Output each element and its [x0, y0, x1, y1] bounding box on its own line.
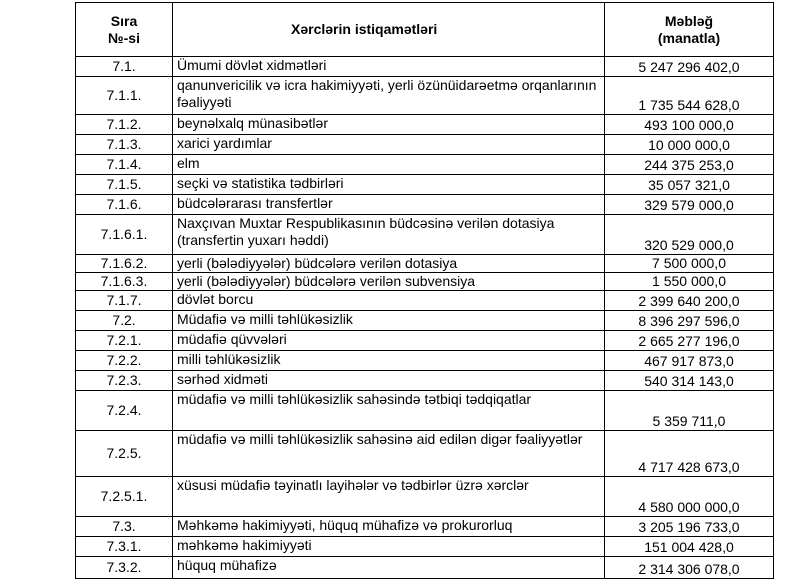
row-number: 7.1.6.3.	[76, 273, 173, 291]
row-amount: 2 314 306 078,0	[605, 557, 774, 579]
row-direction: xüsusi müdafiə təyinatlı layihələr və tədbirlər üzrə xərclər	[173, 477, 605, 517]
row-direction: müdafiə və milli təhlükəsizlik sahəsinə aid edilən digər fəaliyyətlər	[173, 431, 605, 477]
row-direction: müdafiə və milli təhlükəsizlik sahəsində tətbiqi tədqiqatlar	[173, 391, 605, 431]
row-number: 7.2.	[76, 311, 173, 331]
table-row	[76, 215, 774, 255]
header-number-line1: Sıra	[110, 12, 138, 29]
table-row	[76, 155, 774, 175]
expenditure-table	[75, 2, 774, 579]
row-direction: yerli (bələdiyyələr) büdcələrə verilən dotasiya	[173, 255, 605, 273]
row-amount: 10 000 000,0	[605, 135, 774, 155]
table-row	[76, 273, 774, 291]
row-amount: 1 735 544 628,0	[605, 77, 774, 115]
row-direction: Müdafiə və milli təhlükəsizlik	[173, 311, 605, 331]
header-amount	[605, 3, 774, 57]
table-row	[76, 431, 774, 477]
table-row	[76, 477, 774, 517]
header-number	[76, 3, 173, 57]
table-row	[76, 331, 774, 351]
table-row	[76, 77, 774, 115]
row-direction: elm	[173, 155, 605, 175]
row-amount: 244 375 253,0	[605, 155, 774, 175]
table-row	[76, 57, 774, 77]
table-body	[76, 57, 774, 579]
table-row	[76, 255, 774, 273]
table-row	[76, 195, 774, 215]
row-number: 7.1.3.	[76, 135, 173, 155]
row-direction: Məhkəmə hakimiyyəti, hüquq mühafizə və prokurorluq	[173, 517, 605, 537]
table-row	[76, 371, 774, 391]
row-direction: seçki və statistika tədbirləri	[173, 175, 605, 195]
row-direction: yerli (bələdiyyələr) büdcələrə verilən subvensiya	[173, 273, 605, 291]
row-number: 7.2.5.1.	[76, 477, 173, 517]
row-direction: Ümumi dövlət xidmətləri	[173, 57, 605, 77]
row-number: 7.1.6.1.	[76, 215, 173, 255]
row-number: 7.1.6.2.	[76, 255, 173, 273]
row-direction: büdcələrarası transfertlər	[173, 195, 605, 215]
table-row	[76, 557, 774, 579]
row-number: 7.1.5.	[76, 175, 173, 195]
row-direction: qanunvericilik və icra hakimiyyəti, yerli özünüidarəetmə orqanlarının fəaliyyəti	[173, 77, 605, 115]
row-direction: beynəlxalq münasibətlər	[173, 115, 605, 135]
table-row	[76, 537, 774, 557]
row-amount: 7 500 000,0	[605, 255, 774, 273]
row-number: 7.1.4.	[76, 155, 173, 175]
table-row	[76, 135, 774, 155]
row-direction: dövlət borcu	[173, 291, 605, 311]
row-amount: 3 205 196 733,0	[605, 517, 774, 537]
row-amount: 467 917 873,0	[605, 351, 774, 371]
row-amount: 493 100 000,0	[605, 115, 774, 135]
row-amount: 2 399 640 200,0	[605, 291, 774, 311]
header-amount-line2: (manatla)	[657, 29, 721, 46]
row-amount: 1 550 000,0	[605, 273, 774, 291]
row-direction: milli təhlükəsizlik	[173, 351, 605, 371]
row-amount: 35 057 321,0	[605, 175, 774, 195]
row-direction: müdafiə qüvvələri	[173, 331, 605, 351]
table-row	[76, 351, 774, 371]
row-number: 7.1.	[76, 57, 173, 77]
row-number: 7.1.2.	[76, 115, 173, 135]
row-amount: 320 529 000,0	[605, 215, 774, 255]
table-row	[76, 291, 774, 311]
row-amount: 5 247 296 402,0	[605, 57, 774, 77]
row-amount: 540 314 143,0	[605, 371, 774, 391]
row-number: 7.1.7.	[76, 291, 173, 311]
table-row	[76, 311, 774, 331]
row-number: 7.3.	[76, 517, 173, 537]
row-direction: məhkəmə hakimiyyəti	[173, 537, 605, 557]
row-number: 7.3.1.	[76, 537, 173, 557]
table-header-row	[76, 3, 774, 57]
row-number: 7.2.5.	[76, 431, 173, 477]
row-number: 7.1.6.	[76, 195, 173, 215]
row-number: 7.3.2.	[76, 557, 173, 579]
row-amount: 8 396 297 596,0	[605, 311, 774, 331]
row-amount: 5 359 711,0	[605, 391, 774, 431]
row-direction: hüquq mühafizə	[173, 557, 605, 579]
row-direction: xarici yardımlar	[173, 135, 605, 155]
header-amount-line1: Məbləğ	[664, 12, 714, 29]
row-direction: Naxçıvan Muxtar Respublikasının büdcəsinə verilən dotasiya (transfertin yuxarı həddi)	[173, 215, 605, 255]
header-direction: Xərclərin istiqamətləri	[173, 3, 605, 57]
row-number: 7.2.3.	[76, 371, 173, 391]
table-row	[76, 517, 774, 537]
row-number: 7.1.1.	[76, 77, 173, 115]
table-row	[76, 391, 774, 431]
row-number: 7.2.1.	[76, 331, 173, 351]
header-number-line2: №-si	[108, 29, 140, 46]
table-row	[76, 115, 774, 135]
row-direction: sərhəd xidməti	[173, 371, 605, 391]
row-amount: 2 665 277 196,0	[605, 331, 774, 351]
row-amount: 4 580 000 000,0	[605, 477, 774, 517]
table-row	[76, 175, 774, 195]
row-amount: 329 579 000,0	[605, 195, 774, 215]
row-number: 7.2.2.	[76, 351, 173, 371]
row-amount: 4 717 428 673,0	[605, 431, 774, 477]
row-amount: 151 004 428,0	[605, 537, 774, 557]
row-number: 7.2.4.	[76, 391, 173, 431]
